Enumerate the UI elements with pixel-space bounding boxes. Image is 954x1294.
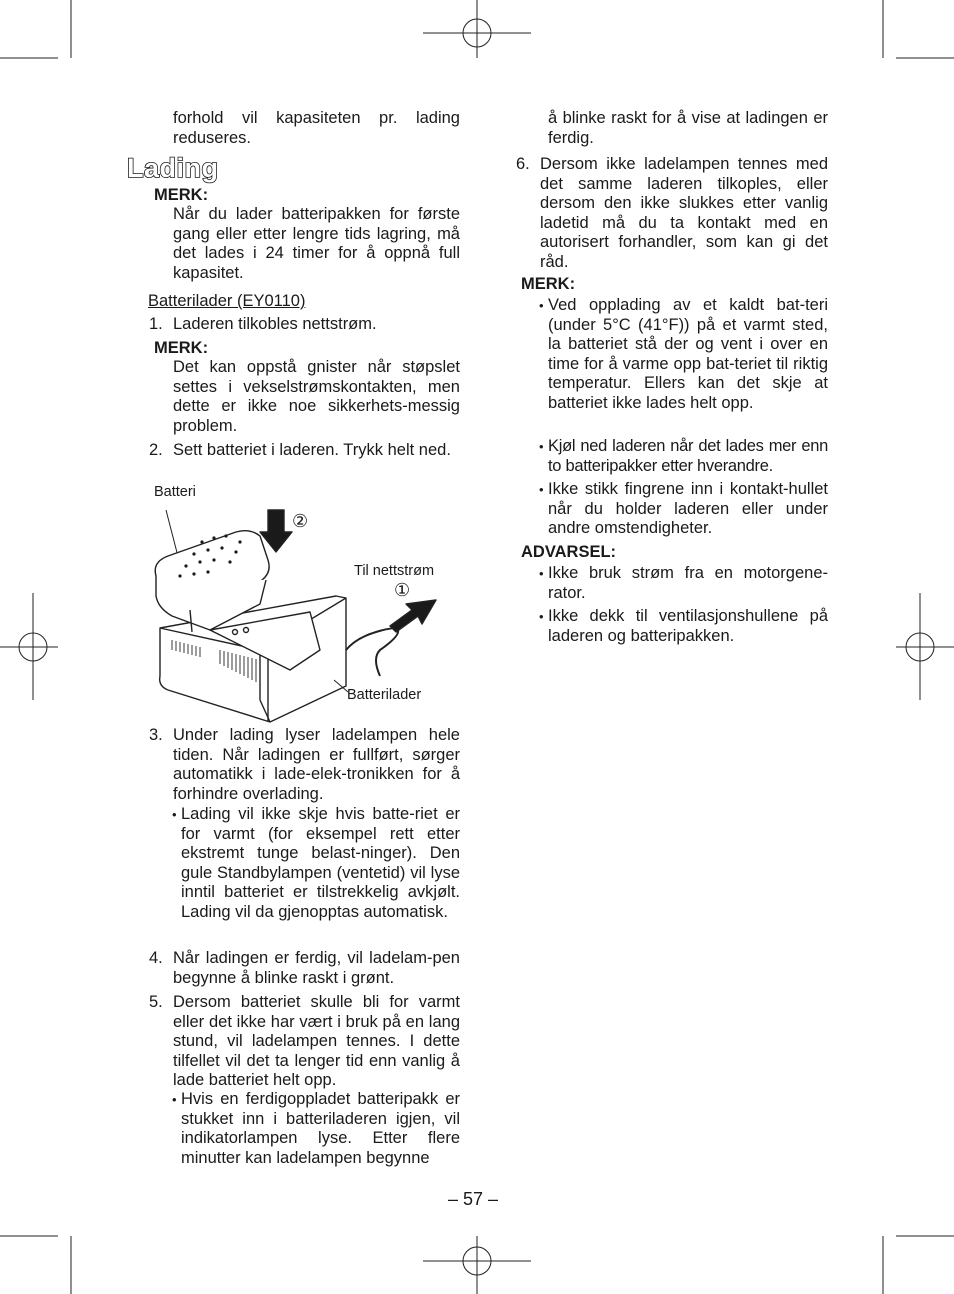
note-label: MERK: <box>154 339 209 357</box>
mains-label: Til nettstrøm <box>354 563 435 579</box>
note-label: MERK: <box>521 275 576 293</box>
bullet-item: • Kjøl ned laderen når det lades mer enn to batteripakker etter hverandre. <box>548 437 828 476</box>
step-number: 4. <box>149 949 163 967</box>
step-text: Dersom ikke ladelampen tennes med det samme laderen tilkoples, eller dersom den ikke slukkes etter vanlig ladetid må du ta kontakt med en autorisert forhandler, som kan gi det råd. <box>540 155 828 271</box>
step-number: 6. <box>516 155 530 173</box>
warning-label: ADVARSEL: <box>521 543 617 561</box>
continued-text: å blinke raskt for å vise at ladingen er ferdig. <box>548 109 828 147</box>
step-number: 1. <box>149 315 163 333</box>
bullet-item: • Lading vil ikke skje hvis batte-riet er for varmt (for eksempel rett etter ekstremt tunge belast-ninger). Den gule Standbylampen (ventetid) vil lyse inntil batteriet er tilstrekkelig avkjølt. Lading vil da gjenopptas automatisk. <box>181 805 460 922</box>
bullet-item: • Ikke bruk strøm fra en motorgene-rator. <box>548 564 828 603</box>
charger-label: Batterilader <box>347 687 422 703</box>
section-heading: Lading <box>127 153 219 183</box>
bullet-item: • Hvis en ferdigoppladet batteripakk er stukket inn i batteriladeren igjen, vil indikatorlampen lyse. Etter flere minutter kan ladelampen begynne <box>181 1090 460 1168</box>
intro-text: forhold vil kapasiteten pr. lading reduseres. <box>173 109 460 147</box>
marker-2: ② <box>292 511 309 531</box>
step-text: Under lading lyser ladelampen hele tiden. Når ladingen er fullført, sørger automatikk i lade-elek-tronikken for å forhindre overlading. <box>173 726 460 803</box>
bullet-item: • Ikke stikk fingrene inn i kontakt-hullet når du holder laderen eller under andre omstendigheter. <box>548 480 828 539</box>
step-text: Laderen tilkobles nettstrøm. <box>173 315 377 333</box>
note-text: Det kan oppstå gnister når støpslet settes i vekselstrømskontakten, men dette er ikke noe sikkerhets-messig problem. <box>173 358 460 435</box>
note-text: Når du lader batteripakken for første gang eller etter lengre tids lagring, må det lades i 24 timer for å oppnå full kapasitet. <box>173 205 460 282</box>
charger-model: Batterilader (EY0110) <box>148 292 306 310</box>
page-number: – 57 – <box>448 1189 499 1209</box>
step-number: 3. <box>149 726 163 744</box>
battery-label: Batteri <box>154 484 196 500</box>
step-text: Sett batteriet i laderen. Trykk helt ned. <box>173 441 451 459</box>
bullet-item: • Ikke dekk til ventilasjonshullene på laderen og batteripakken. <box>548 607 828 646</box>
bullet-item: • Ved opplading av et kaldt bat-teri (under 5°C (41°F)) på et varmt sted, la batteriet stå der og vent i over en time for å varme opp bat-teriet til riktig temperatur. Ellers kan det skje at batteriet ikke lades helt opp. <box>548 296 828 413</box>
step-text: Dersom batteriet skulle bli for varmt eller det ikke har vært i bruk på en lang stund, vil ladelampen tennes. I dette tilfellet vil det ta lenger tid enn vanlig å lade batteriet helt opp. <box>173 993 460 1089</box>
step-number: 2. <box>149 441 163 459</box>
step-number: 5. <box>149 993 163 1011</box>
step-text: Når ladingen er ferdig, vil ladelam-pen begynne å blinke raskt i grønt. <box>173 949 460 987</box>
marker-1: ① <box>394 580 411 600</box>
note-label: MERK: <box>154 186 209 204</box>
charger-illustration <box>150 500 450 730</box>
